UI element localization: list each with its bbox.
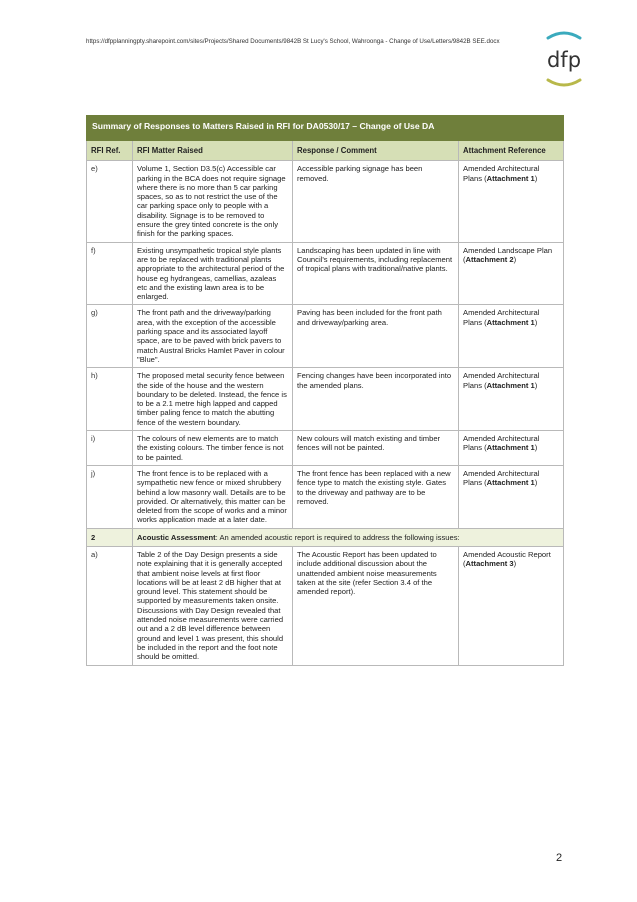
page-number: 2 bbox=[556, 852, 563, 864]
row-response: Fencing changes have been incorporated into the amended plans. bbox=[293, 368, 459, 431]
row-ref: h) bbox=[87, 368, 133, 431]
table-row bbox=[87, 368, 564, 431]
table-row bbox=[87, 546, 564, 665]
row-ref: e) bbox=[87, 161, 133, 242]
document-file-path: https://dfpplanningpty.sharepoint.com/sites/Projects/Shared Documents/9842B St Lucy's School, Wahroonga - Change of Use/Letters/9842B SEE.docx bbox=[86, 38, 500, 45]
table-row bbox=[87, 431, 564, 466]
row-attachment: Amended Architectural Plans (Attachment 1) bbox=[459, 465, 564, 528]
table-title: Summary of Responses to Matters Raised in RFI for DA0530/17 – Change of Use DA bbox=[87, 116, 564, 141]
row-ref: a) bbox=[87, 546, 133, 665]
column-header-matter: RFI Matter Raised bbox=[133, 141, 293, 161]
row-matter: The front path and the driveway/parking area, with the exception of the accessible parking space and its associated layoff space, are to be paved with brick pavers to match Austral Bricks Hamlet Paver in colour "Blue". bbox=[133, 305, 293, 368]
row-attachment: Amended Architectural Plans (Attachment 1) bbox=[459, 161, 564, 242]
row-response: Accessible parking signage has been removed. bbox=[293, 161, 459, 242]
row-attachment: Amended Architectural Plans (Attachment 1) bbox=[459, 368, 564, 431]
row-attachment: Amended Architectural Plans (Attachment 1) bbox=[459, 305, 564, 368]
row-ref: j) bbox=[87, 465, 133, 528]
row-response: New colours will match existing and timber fences will not be painted. bbox=[293, 431, 459, 466]
table-row bbox=[87, 161, 564, 242]
row-response: Paving has been included for the front path and driveway/parking area. bbox=[293, 305, 459, 368]
row-ref: i) bbox=[87, 431, 133, 466]
table-row bbox=[87, 465, 564, 528]
row-response: Landscaping has been updated in line with Council's requirements, including replacement of tropical plans with traditional/native plants. bbox=[293, 242, 459, 305]
section-number: 2 bbox=[87, 528, 133, 546]
dfp-logo bbox=[544, 30, 584, 90]
row-matter: The front fence is to be replaced with a sympathetic new fence or mixed shrubbery behind a low masonry wall. Details are to be provided. Or alternatively, this matter can be deleted from the scope of works and a minor works application made at a later date. bbox=[133, 465, 293, 528]
section-row bbox=[87, 528, 564, 546]
dfp-logo-icon bbox=[544, 30, 584, 90]
row-matter: Table 2 of the Day Design presents a side note explaining that it is generally accepted that ambient noise levels at first floor locations will be at least 2 dB higher that at ground level. This statement should be supported by measurements taken onsite. Discussions with Day Design revealed that attended noise measurements were carried out and a 2 dB level difference between ground and level 1 was present, this should be included in the report and the foot note should be omitted. bbox=[133, 546, 293, 665]
row-response: The front fence has been replaced with a new fence type to match the existing style. Gates to the driveway and pathway are to be removed. bbox=[293, 465, 459, 528]
table-header-row bbox=[87, 141, 564, 161]
section-heading: Acoustic Assessment: An amended acoustic report is required to address the following issues: bbox=[133, 528, 564, 546]
row-ref: g) bbox=[87, 305, 133, 368]
row-attachment: Amended Landscape Plan (Attachment 2) bbox=[459, 242, 564, 305]
row-attachment: Amended Acoustic Report (Attachment 3) bbox=[459, 546, 564, 665]
column-header-ref: RFI Ref. bbox=[87, 141, 133, 161]
row-matter: The proposed metal security fence between the side of the house and the western boundary to be deleted. Instead, the fence is to be a 2.1 metre high lapped and capped timber paling fence to match the abutting fence of the western boundary. bbox=[133, 368, 293, 431]
row-matter: Volume 1, Section D3.5(c) Accessible car parking in the BCA does not require signage where there is no more than 5 car parking spaces, so as to not restrict the use of the car parking space only to people with a disability. Signage is to be removed to ensure the grey tinted concrete is the only finish for the parking spaces. bbox=[133, 161, 293, 242]
logo-text: dfp bbox=[546, 48, 582, 72]
row-matter: Existing unsympathetic tropical style plants are to be replaced with traditional plants appropriate to the architectural period of the house eg hydrangeas, camellias, azaleas etc and the existing lawn area is to be enlarged. bbox=[133, 242, 293, 305]
rfi-summary-table bbox=[86, 115, 564, 666]
row-attachment: Amended Architectural Plans (Attachment 1) bbox=[459, 431, 564, 466]
table-row bbox=[87, 242, 564, 305]
table-row bbox=[87, 305, 564, 368]
row-ref: f) bbox=[87, 242, 133, 305]
table-title-row bbox=[87, 116, 564, 141]
column-header-attachment: Attachment Reference bbox=[459, 141, 564, 161]
row-matter: The colours of new elements are to match the existing colours. The timber fence is not to be painted. bbox=[133, 431, 293, 466]
row-response: The Acoustic Report has been updated to include additional discussion about the unattended ambient noise measurements taken at the site (refer Section 3.4 of the amended report). bbox=[293, 546, 459, 665]
column-header-response: Response / Comment bbox=[293, 141, 459, 161]
